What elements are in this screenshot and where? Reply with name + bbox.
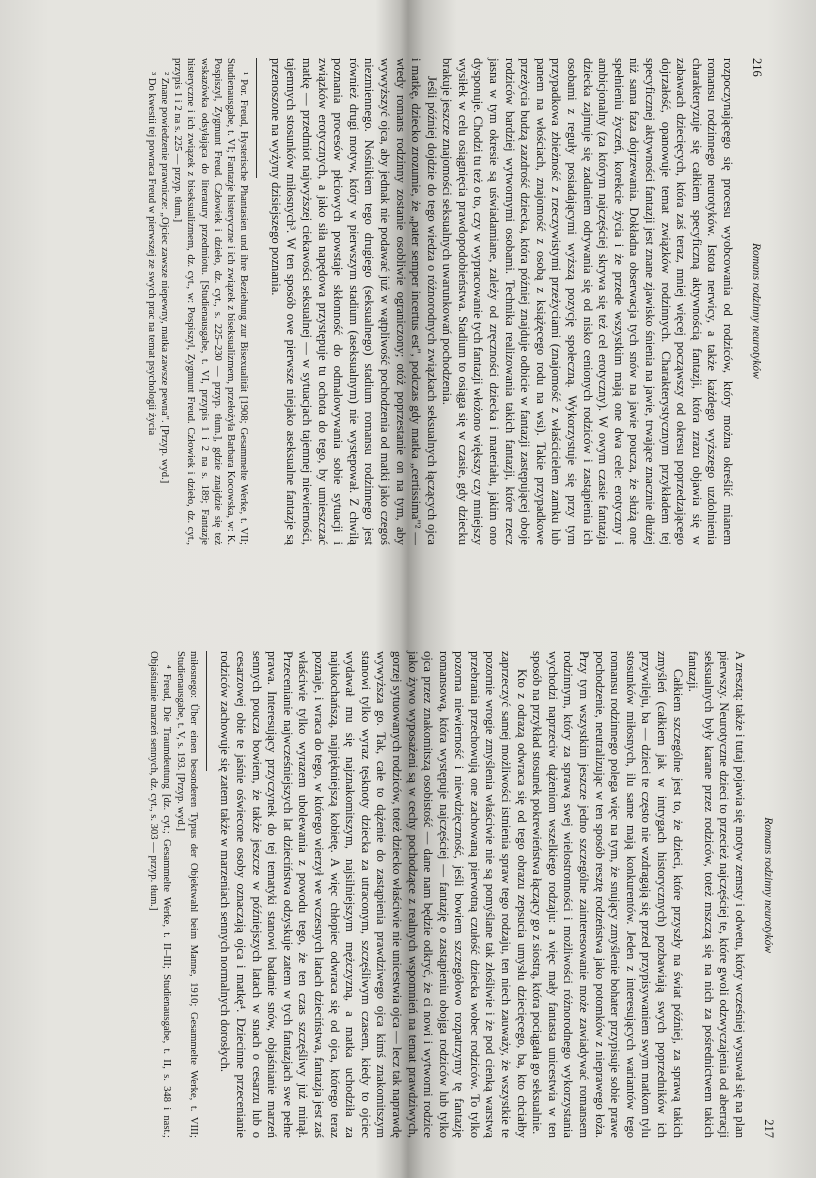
right-running-head bbox=[761, 651, 776, 1138]
footnote: ³ Do kwestii tej powraca Freud w pierwszej ze swych prac na temat psychologii życia bbox=[145, 72, 157, 436]
page-number: 216 bbox=[750, 58, 764, 77]
paragraph: Jeśli później dojdzie do tego wiedza o różnorodnych związkach seksualnych łączących ojca i matkę, dziecko zrozumie, że „pater semper incertus est", podczas gdy matka „certissima"² — wtedy romans rodzinny zostanie osobliwie ograniczony; otóż poprzestanie on na tym, aby wywyższyć ojca, aby jednak nie podawać już w wątpliwość pochodzenia od matki jako czegoś niezmiennego. Nośnikiem tego drugiego (seksualnego) stadium romansu rodzinnego jest również drugi motyw, który w pierwszym stadium (aseksualnym) nie występował. Z chwilą poznania procesów płciowych powstaje skłonność do odmalowywania sobie sytuacji i związków erotycznych, a jako siła napędowa przystępuje tu ochota do tego, by umieszczać matkę — przedmiot najwyższej ciekawości seksualnej — w sytuacjach tajemnej niewierności, tajemnych stosunków miłosnych³. W ten sposób owe pierwsze niejako aseksualne fantazje są przenoszone na wyżyny dzisiejszego poznania. bbox=[268, 58, 439, 545]
right-page bbox=[0, 589, 816, 1178]
footnote: ² Znane powiedzenie prawnicze: „Ojciec zawsze niepewny, matka zawsze pewna". [Przyp. wyd.] bbox=[158, 72, 170, 484]
left-footnotes bbox=[145, 58, 251, 545]
paragraph: Całkiem szczególne jest to, że dzieci, które przyszły na świat później, za sprawą takich zmyśleń (całkiem jak w intrygach historycznych) pozbawiają swych poprzedników ich przywileju, ba — dzieci te często nie wzdragają się przed przypisywaniem swym matkom tylu stosunków miłosnych, ilu same mają konkurentów. Jeden z interesujących wariantów tego romansu rodzinnego polega więc na tym, że snujący zmyślenie bohater przypisuje sobie prawe pochodzenie, neutralizując w ten sposób resztę rodzeństwa jako potomków z nieprawego łoża. Przy tym wszystkim jeszcze jedno szczególne zainteresowanie może zawiadywać romansem rodzinnym, który za sprawą swej wielostronności i możliwości różnorodnego wykorzystania wychodzi naprzeciw dążeniom wszelkiego rodzaju: a więc mały fantasta unicestwia w ten sposób na przykład stosunek pokrewieństwa łączący go z siostrą, która pociągała go seksualnie. bbox=[530, 651, 685, 1138]
right-body bbox=[217, 651, 747, 1138]
paragraph: Kto z odrazą odwraca się od tego obrazu zepsucia umysłu dziecięcego, ba, kto chciałby zaprzeczyć samej możliwości istnienia spraw tego rodzaju, ten niech zauważy, że wszystkie te pozornie wrogie zmyślenia właściwie nie są pomyślane tak złośliwie i że pod cienką warstwą przebrania przechowują one zachowaną pierwotną czułość dziecka wobec rodziców. To tylko pozorna niewierność i niewdzięczność, jeśli bowiem szczegółowo rozpatrzymy tę fantazję romansową, która występuje najczęściej — fantazję o zastąpieniu obojga rodziców lub tylko ojca przez znakomitszą osobistość — dane nam będzie odkryć, że ci nowi i wytworni rodzice jako żywo wyposażeni są w cechy pochodzące z realnych wspomnień na temat prawdziwych, gorzej sytuowanych rodziców, toteż dziecko właściwie nie unicestwia ojca — lecz tak naprawdę wywyższa go. Tak, całe to dążenie do zastąpienia prawdziwego ojca kimś znakomitszym stanowi tylko wyraz tęsknoty dziecka za utraconym, szczęśliwym czasem, kiedy to ojciec wydawał mu się najznakomitszym, najsilniejszym mężczyzną, a matka uchodziła za najukochańszą, najpiękniejszą kobietę. A więc chłopiec odwraca się od ojca, którego teraz poznaje, i wraca do tego, w którego wierzył we wczesnych latach dzieciństwa, fantazja jest zaś właściwie tylko wyrazem ubolewania z powodu tego, że ten czas szczęśliwy już minął. Przecenianie najwcześniejszych lat dzieciństwa odzyskuje zatem w tych fantazjach swe pełne prawa. Interesujący przyczynek do tej tematyki stanowi badanie snów, objaśnianie marzeń sennych poucza bowiem, że także jeszcze w późniejszych latach w snach o cesarzu lub o cesarzowej obie te jaśnie oświecone osoby oznaczają ojca i matkę⁴. Dziecinne przecenianie rodziców zachowuje się zatem także w marzeniach sennych normalnych dorosłych. bbox=[218, 651, 529, 1138]
paragraph: rozpoczynającego się procesu wyobcowania od rodziców, który można określić mianem romansu rodzinnego neurotyków. Istota nerwicy, a także każdego wyższego uzdolnienia charakteryzuje się całkiem specyficzną aktywnością fantazji, która zrazu objawia się w zabawach dziecięcych, która zaś teraz, mniej więcej począwszy od okresu poprzedzającego dojrzałość, opanowuje temat związków rodzinnych. Charakterystycznym przykładem tej specyficznej aktywności fantazji jest znane zjawisko śnienia na jawie, trwające znacznie dłużej niż sama faza dojrzewania. Dokładna obserwacja tych snów na jawie poucza, że służą one spełnieniu życzeń, korekcie życia i że przede wszystkim mają one dwa cele: erotyczny i ambicjonalny (za którym najczęściej skrywa się też cel erotyczny). W owym czasie fantazja dziecka zajmuje się zadaniem odrywania się od nisko cenionych rodziców i zastąpienia ich osobami z reguły posiadającymi wyższą pozycję społeczną. Wykorzystuje się przy tym przypadkowa zbieżność z rzeczywistymi przeżyciami (znajomość z właścicielem zamku lub panem na włościach, znajomość z osobą z książęcego rodu na wsi). Takie przypadkowe przeżycia budzą zazdrość dziecka, która później znajduje odbicie w fantazji zastępującej oboje rodziców bardziej wytwornymi osobami. Technika realizowania takich fantazji, które rzecz jasna w tym okresie są uświadamiane, zależy od zręczności dziecka i materiału, jakim ono dysponuje. Chodzi tu też o to, czy w wypracowanie tych fantazji włożono większy czy mniejszy wysiłek w celu osiągnięcia prawdopodobieństwa. Stadium to osiąga się w czasie, gdy dziecku brakuje jeszcze znajomości seksualnych uwarunkowań pochodzenia. bbox=[440, 58, 735, 545]
footnote: ⁴ Freud, Die Traumdeutung [dz. cyt.; Gesammelte Werke, t. II–III; Studienausgabe, t. II, s. 348 i nast.; Objaśnianie marzeń sennych, dz. cyt., s. 303 — przyp. tłum.] bbox=[148, 651, 173, 1138]
right-footnotes bbox=[147, 651, 200, 1138]
footnote-rule bbox=[206, 651, 207, 771]
left-body bbox=[267, 58, 735, 545]
running-title: Romans rodzinny neurotyków bbox=[762, 817, 774, 954]
footnote: miłosnego: Über einen besonderen Typus der Objektwahl beim Manne, 1910; Gesammelte Werke, t. VIII; Studienausgabe, t. V, s. 193. [Przyp. wyd.] bbox=[174, 651, 199, 1138]
page-number: 217 bbox=[762, 1119, 776, 1138]
footnote: ¹ Por. Freud, Hysterische Phantasien und ihre Beziehung zur Bisexualität [1908; Gesammelte Werke, t. VII; Studienausgabe, t. VI; Fantazje histeryczne i ich związek z biseksualizmem, przełożyła Barbara Kocowska, w: K. Pospiszyl, Zygmunt Freud. Człowiek i dzieło, dz. cyt., s. 225–230 — przyp. tłum.], gdzie znajdzie się też wskazówka odsyłająca do literatury przedmiotu. [Studienausgabe, t. VI, przypis 1 i 2 na s. 189; Fantazje histeryczne i ich związek z biseksualizmem, dz. cyt., w: Pospiszyl, Zygmunt Freud. Człowiek i dzieło, dz. cyt., przypis 1 i 2 na s. 225 — przyp. tłum.] bbox=[172, 58, 250, 545]
left-running-head bbox=[749, 58, 764, 545]
paragraph: A zresztą: także i tutaj pojawia się motyw zemsty i odwetu, który wcześniej wysuwał się na plan pierwszy. Neurotyczne dzieci to przecież najczęściej te, które gwoli odzwyczajenia od aberracji seksualnych były karane przez rodziców, toteż mszczą się na nich za pośrednictwem takich fantazji. bbox=[686, 651, 747, 1138]
running-title: Romans rodzinny neurotyków bbox=[750, 242, 762, 379]
footnote-rule bbox=[256, 58, 257, 178]
